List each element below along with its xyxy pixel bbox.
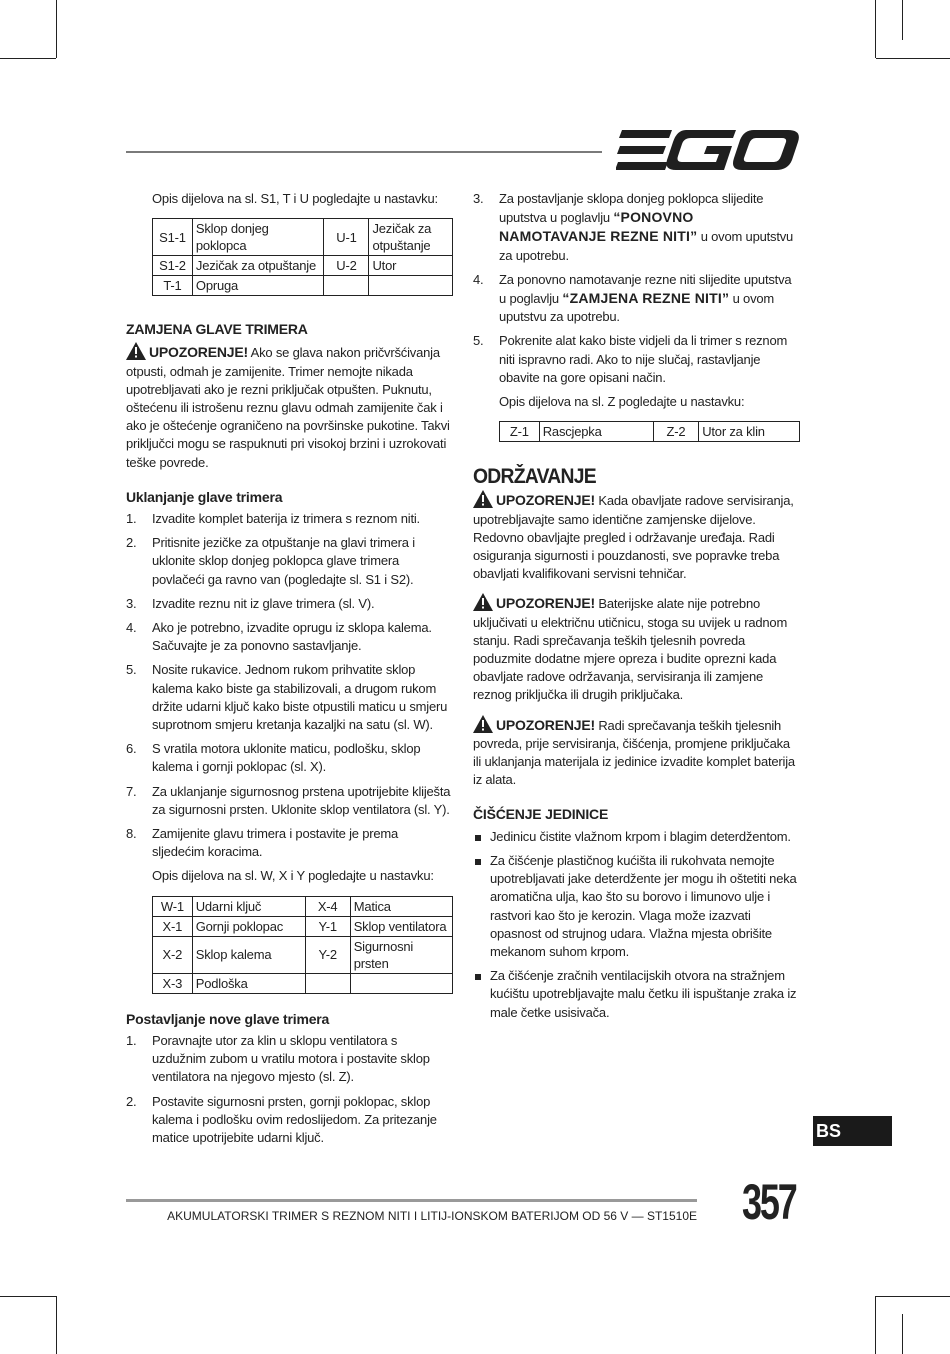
part-name-cell: Rascjepka xyxy=(539,422,653,442)
cleaning-bullet-list xyxy=(473,828,800,1022)
part-code-cell: X-4 xyxy=(305,896,350,916)
warning-triangle-icon xyxy=(473,490,493,508)
list-item xyxy=(126,1093,453,1148)
list-item xyxy=(126,661,453,734)
heading-install-head: Postavljanje nove glave trimera xyxy=(126,1010,330,1027)
crop-mark xyxy=(902,1314,903,1354)
step-number: 2. xyxy=(126,1093,137,1109)
parts-intro-w-x-y: Opis dijelova na sl. W, X i Y pogledajte u nastavku: xyxy=(152,868,434,884)
part-name-cell: Utor za klin xyxy=(699,422,800,442)
warning-text: Kada obavljate radove servisiranja, upotrebljavajte samo identične zamjenske dijelove. Redovno obavljajte pregled i održavanje uređaja. Radi osiguranja sigurnosti i pouzdanosti, sve popravke treba obavljati kvalifikovani servisni tehničar. xyxy=(473,493,794,582)
heading-replace-head: ZAMJENA GLAVE TRIMERA xyxy=(126,321,308,338)
part-code-cell: Y-2 xyxy=(305,936,350,973)
list-item xyxy=(473,852,800,961)
crop-mark xyxy=(875,1296,876,1354)
step-number: 4. xyxy=(126,620,137,636)
table-row xyxy=(153,896,453,916)
step-text: Postavite sigurnosni prsten, gornji poklopac, sklop kalema i podlošku ovim redoslijedom. Za pritezanje matice upotrijebite udarni ključ. xyxy=(152,1093,437,1145)
part-code-cell xyxy=(305,973,350,993)
part-name-cell: Jezičak za otpuštanje xyxy=(192,256,324,276)
warning-triangle-icon xyxy=(473,715,493,733)
crop-mark xyxy=(875,0,876,58)
part-code-cell: T-1 xyxy=(153,276,193,296)
crop-mark xyxy=(56,0,57,58)
part-name-cell: Podloška xyxy=(192,973,305,993)
ego-logo xyxy=(616,128,800,172)
part-name-cell: Sklop ventilatora xyxy=(350,916,452,936)
step-text: Ako je potrebno, izvadite oprugu iz sklopa kalema. Sačuvajte je za ponovno sastavljanje. xyxy=(152,620,432,654)
list-item xyxy=(473,967,800,1022)
list-item: 4. Za ponovno namotavanje rezne niti slijedite uputstva u poglavlju “ZAMJENA REZNE NITI” u ovom uputstvu za upotrebu. xyxy=(473,271,792,325)
list-item: 5. Pokrenite alat kako biste vidjeli da li trimer s reznom niti ispravno radi. Ako to nije slučaj, rastavljanje obavite na gore opisani način. xyxy=(473,333,788,385)
step-text: Izvadite reznu nit iz glave trimera (sl. V). xyxy=(152,595,375,611)
part-name-cell: Sklop donjeg poklopca xyxy=(192,219,324,256)
warning-label: UPOZORENJE! xyxy=(496,716,595,733)
crop-mark xyxy=(876,58,950,59)
warning-text: Ako se glava nakon pričvršćivanja otpusti, odmah je zamijenite. Trimer nemojte nikada upotrebljavati ako je rezni priključak otpušten. Puknutu, oštećenu ili istrošenu reznu glavu odmah zamijenite čak i ako je oštećenje ograničeno na površinske pukotine. Takvi priključci mogu se raspuknuti pri visokoj brzini i uzrokovati teške povrede. xyxy=(126,345,450,470)
list-item xyxy=(126,510,453,528)
parts-table-w-x-y xyxy=(152,896,453,994)
parts-intro-z: Opis dijelova na sl. Z pogledajte u nastavku: xyxy=(499,394,745,410)
part-code-cell: X-3 xyxy=(153,973,193,993)
heading-maintenance: ODRŽAVANJE xyxy=(473,465,596,489)
install-steps-continued xyxy=(473,190,800,387)
bullet-text: Za čišćenje plastičnog kućišta ili rukohvata nemojte upotrebljavati jake deterdžente jer mogu ih oštetiti neka aromatična ulja, kao što su borovo i limunovo ulje i rastvori kao što je kerozin. Vlaga može izazvati opasnost od strujnog udara. Vlažna mjesta obrišite mekanom suhom krpom. xyxy=(490,852,797,959)
table-row xyxy=(153,276,453,296)
part-name-cell: Utor xyxy=(369,256,453,276)
chapter-reference: “PONOVNO NAMOTAVANJE REZNE NITI” xyxy=(499,209,698,245)
part-name-cell: Jezičak za otpuštanje xyxy=(369,219,453,256)
table-row xyxy=(153,219,453,256)
list-item xyxy=(126,595,453,613)
list-item xyxy=(126,825,453,861)
bullet-text: Za čišćenje zračnih ventilacijskih otvora na stražnjem kućištu upotrebljavajte malu četku ili ispuštanje zraka iz male četke usisivača. xyxy=(490,968,797,1020)
parts-table-z xyxy=(499,421,800,442)
crop-mark xyxy=(876,1296,950,1297)
part-code-cell: Y-1 xyxy=(305,916,350,936)
list-item xyxy=(126,534,453,589)
bullet-square-icon xyxy=(475,974,481,980)
part-code-cell: S1-2 xyxy=(153,256,193,276)
warning-paragraph xyxy=(473,715,800,790)
step-text: Zamijenite glavu trimera i postavite je prema sljedećim koracima. xyxy=(152,826,399,860)
part-code-cell: X-1 xyxy=(153,916,193,936)
part-code-cell xyxy=(324,276,369,296)
warning-text: Radi sprečavanja teških tjelesnih povreda, prije servisiranja, čišćenja, promjene priključaka ili uklanjanja materijala iz jedinice izvadite komplet baterija iz alata. xyxy=(473,717,795,788)
step-number: 2. xyxy=(126,535,137,551)
parts-table-s1-t-u xyxy=(152,218,453,296)
list-item xyxy=(126,783,453,819)
list-item xyxy=(126,619,453,655)
step-text: Poravnajte utor za klin u sklopu ventilatora s uzdužnim zubom u vratilu motora i postavite sklop ventilatora na njegovo mjesto (sl. Z). xyxy=(152,1032,430,1085)
bullet-square-icon xyxy=(475,859,481,865)
remove-steps-list xyxy=(126,510,453,861)
chapter-reference: “ZAMJENA REZNE NITI” xyxy=(562,290,730,307)
step-number: 7. xyxy=(126,783,137,799)
step-number: 8. xyxy=(126,826,137,842)
warning-text: Baterijske alate nije potrebno uključivati u električnu utičnicu, stoga su uvijek u radnom stanju. Radi sprečavanja teških tjelesnih povreda poduzmite dodatne mjere opreza i budite oprezni kada obavljate radove održavanja, servisiranja ili zamjene reznog priključka ili drugih priključaka. xyxy=(473,596,788,703)
part-name-cell: Sigurnosni prsten xyxy=(350,936,452,973)
header-rule xyxy=(126,151,602,153)
step-text: Pritisnite jezičke za otpuštanje na glavi trimera i uklonite sklop donjeg poklopca glave trimera povlačeći ga ravno van (pogledajte sl. S1 i S2). xyxy=(152,535,415,587)
step-text: Nosite rukavice. Jednom rukom prihvatite sklop kalema kako biste ga stabilizovali, a drugom rukom držite udarni ključ kako biste otpustili maticu u smjeru suprotnom smjeru kretanja kazaljki na satu (sl. W). xyxy=(152,662,448,733)
step-number: 3. xyxy=(126,595,137,611)
step-number: 1. xyxy=(126,1032,137,1048)
part-code-cell: W-1 xyxy=(153,896,193,916)
part-name-cell xyxy=(350,973,452,993)
part-code-cell: S1-1 xyxy=(153,219,193,256)
warning-triangle-icon xyxy=(473,593,493,611)
part-code-cell: U-1 xyxy=(324,219,369,256)
crop-mark xyxy=(0,1296,56,1297)
list-item xyxy=(126,1032,453,1087)
footer-title: AKUMULATORSKI TRIMER S REZNOM NITI I LITIJ-IONSKOM BATERIJOM OD 56 V — ST1510E xyxy=(167,1209,697,1223)
left-column xyxy=(126,190,453,1153)
warning-paragraph xyxy=(473,593,800,704)
step-number: 6. xyxy=(126,741,137,757)
part-name-cell: Gornji poklopac xyxy=(192,916,305,936)
heading-cleaning: ČIŠĆENJE JEDINICE xyxy=(473,806,609,823)
list-item: 3. Za postavljanje sklopa donjeg poklopca slijedite uputstva u poglavlju “PONOVNO NAMOTAVANJE REZNE NITI” u ovom uputstvu za upotrebu. xyxy=(473,191,794,263)
bullet-square-icon xyxy=(475,835,481,841)
warning-paragraph xyxy=(126,342,453,471)
heading-remove-head: Uklanjanje glave trimera xyxy=(126,488,283,505)
table-row xyxy=(153,256,453,276)
part-code-cell: X-2 xyxy=(153,936,193,973)
part-code-cell: Z-2 xyxy=(653,422,698,442)
bullet-text: Jedinicu čistite vlažnom krpom i blagim deterdžentom. xyxy=(490,828,791,844)
warning-label: UPOZORENJE! xyxy=(496,492,595,509)
part-name-cell xyxy=(369,276,453,296)
list-item xyxy=(126,740,453,776)
part-name-cell: Matica xyxy=(350,896,452,916)
table-row xyxy=(500,422,800,442)
list-item xyxy=(473,828,800,846)
warning-triangle-icon xyxy=(126,342,146,360)
right-column xyxy=(473,190,800,1028)
crop-mark xyxy=(0,58,56,59)
footer-rule xyxy=(126,1199,697,1202)
step-number: 1. xyxy=(126,511,137,527)
part-code-cell: Z-1 xyxy=(500,422,540,442)
part-name-cell: Opruga xyxy=(192,276,324,296)
install-steps-list xyxy=(126,1032,453,1147)
warning-label: UPOZORENJE! xyxy=(149,344,248,361)
step-text: Za uklanjanje sigurnosnog prstena upotrijebite kliješta za sigurnosni prsten. Uklonite sklop ventilatora (sl. Y). xyxy=(152,783,451,817)
language-tab: BS xyxy=(813,1116,892,1146)
parts-intro-s1-t-u: Opis dijelova na sl. S1, T i U pogledajte u nastavku: xyxy=(152,191,438,206)
part-name-cell: Udarni ključ xyxy=(192,896,305,916)
part-name-cell: Sklop kalema xyxy=(192,936,305,973)
table-row xyxy=(153,973,453,993)
crop-mark xyxy=(902,0,903,40)
crop-mark xyxy=(56,1296,57,1354)
warning-label: UPOZORENJE! xyxy=(496,595,595,612)
step-text: S vratila motora uklonite maticu, podlošku, sklop kalema i gornji poklopac (sl. X). xyxy=(152,741,421,775)
page-number: 357 xyxy=(742,1174,796,1230)
table-row xyxy=(153,916,453,936)
step-text: Izvadite komplet baterija iz trimera s reznom niti. xyxy=(152,511,420,527)
part-code-cell: U-2 xyxy=(324,256,369,276)
warning-paragraph xyxy=(473,490,800,583)
table-row xyxy=(153,936,453,973)
step-number: 5. xyxy=(126,662,137,678)
